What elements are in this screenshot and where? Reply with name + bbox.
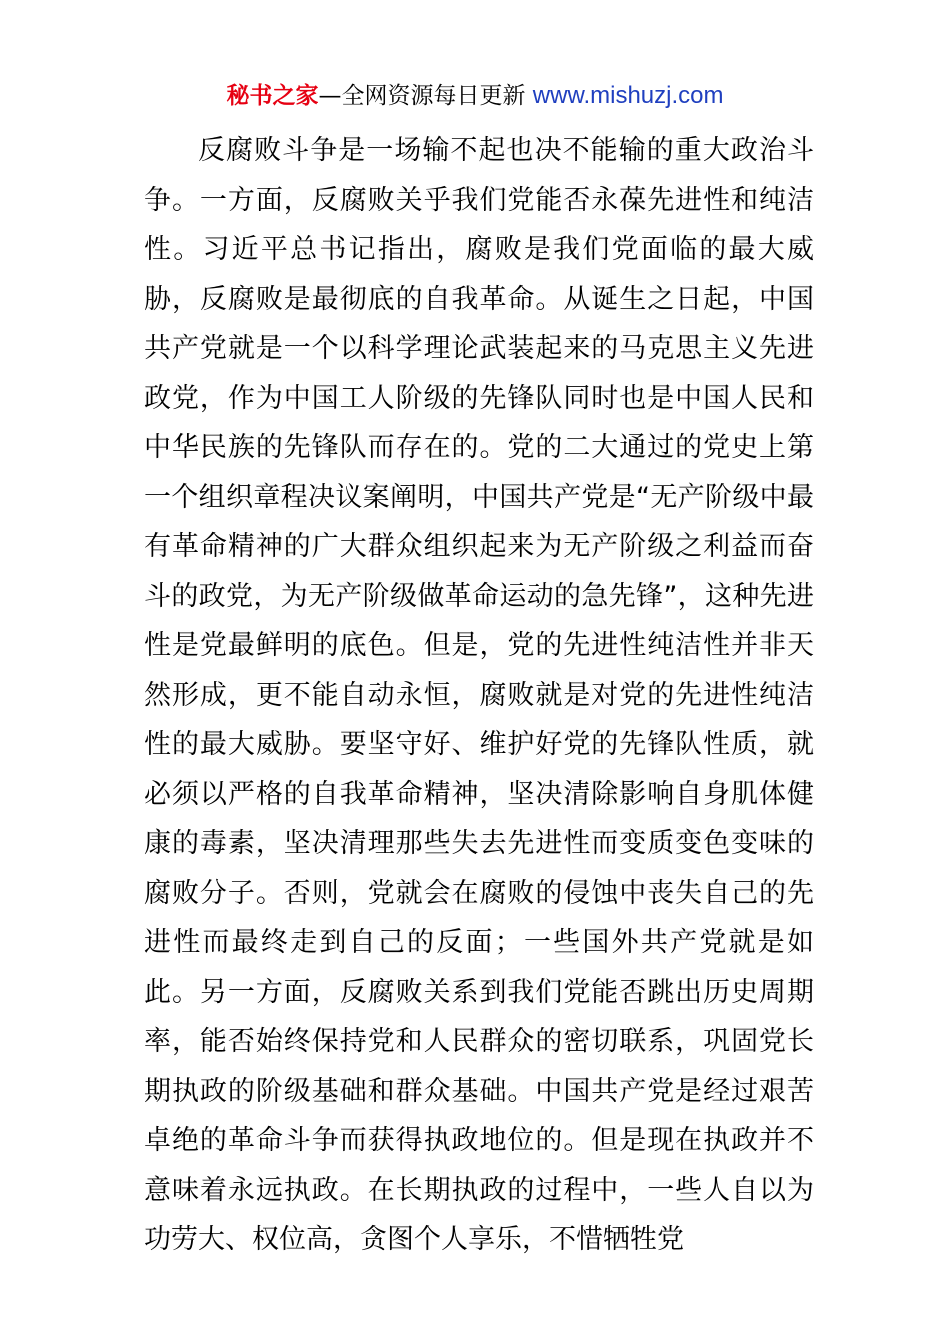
header-tagline: —全网资源每日更新: [318, 83, 526, 109]
page-header: [0, 80, 950, 112]
body-paragraph: 反腐败斗争是一场输不起也决不能输的重大政治斗争。一方面，反腐败关乎我们党能否永葆先进性和纯洁性。习近平总书记指出，腐败是我们党面临的最大威胁，反腐败是最彻底的自我革命。从诞生之日起，中国共产党就是一个以科学理论武装起来的马克思主义先进政党，作为中国工人阶级的先锋队同时也是中国人民和中华民族的先锋队而存在的。党的二大通过的党史上第一个组织章程决议案阐明，中国共产党是“无产阶级中最有革命精神的广大群众组织起来为无产阶级之利益而奋斗的政党，为无产阶级做革命运动的急先锋”，这种先进性是党最鲜明的底色。但是，党的先进性纯洁性并非天然形成，更不能自动永恒，腐败就是对党的先进性纯洁性的最大威胁。要坚守好、维护好党的先锋队性质，就必须以严格的自我革命精神，坚决清除影响自身肌体健康的毒素，坚决清理那些失去先进性而变质变色变味的腐败分子。否则，党就会在腐败的侵蚀中丧失自己的先进性而最终走到自己的反面；一些国外共产党就是如此。另一方面，反腐败关系到我们党能否跳出历史周期率，能否始终保持党和人民群众的密切联系，巩固党长期执政的阶级基础和群众基础。中国共产党是经过艰苦卓绝的革命斗争而获得执政地位的。但是现在执政并不意味着永远执政。在长期执政的过程中，一些人自以为功劳大、权位高，贪图个人享乐，不惜牺牲党: [144, 135, 814, 1255]
brand-name: 秘书之家: [226, 83, 319, 109]
site-url-link[interactable]: www.mishuzj.com: [532, 82, 724, 109]
